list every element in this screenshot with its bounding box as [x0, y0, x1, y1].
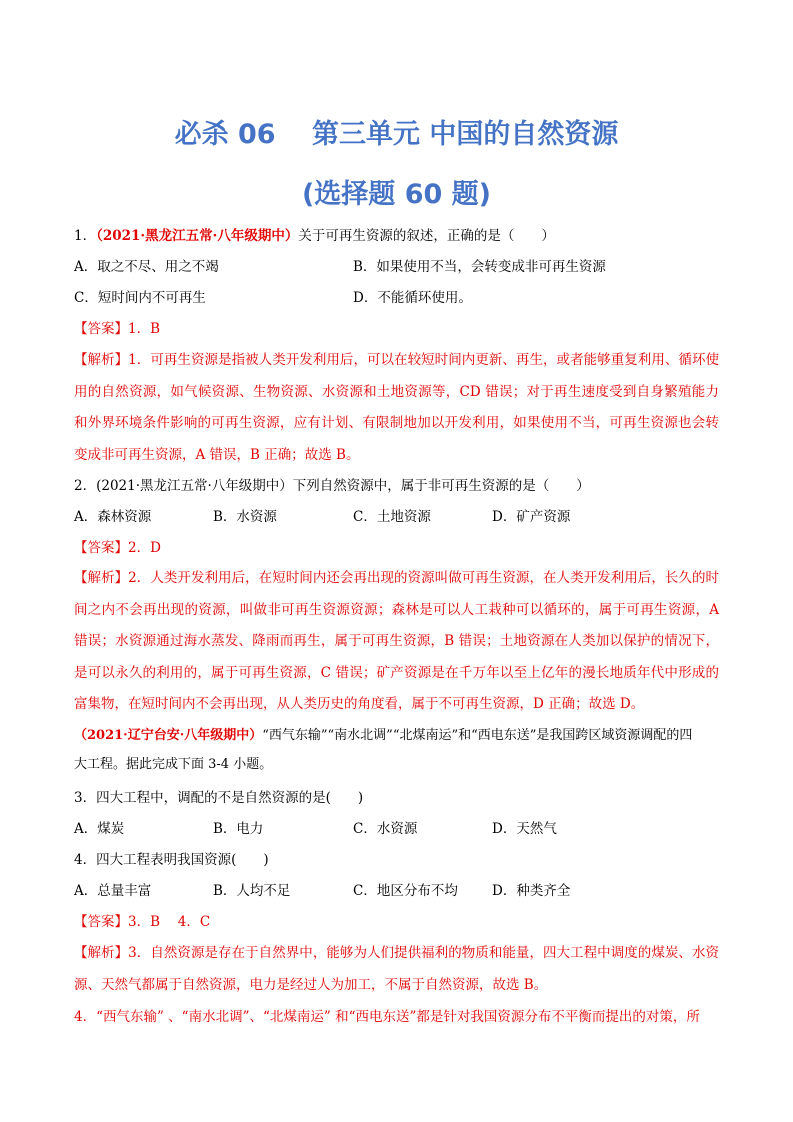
answer-3-4: 【答案】3．B 4．C	[74, 914, 211, 930]
analysis-3: 【解析】3．自然资源是存在于自然界中，能够为人们提供福利的物质和能量，四大工程中调度的煤炭、水资源、天然气都属于自然资源，电力是经过人为加工，不属于自然资源，故选 B。	[74, 945, 719, 993]
option-b: B．电力	[213, 821, 264, 837]
option-c: C．土地资源	[353, 509, 431, 525]
question-number: 1．	[74, 228, 97, 244]
group-intro-text: “西气东输”“南水北调”“北煤南运”和“西电东送”是我国跨区域资源调配的四	[262, 728, 693, 743]
option-c: C．地区分布不均	[353, 883, 458, 899]
question-4: 4．四大工程表明我国资源( )	[74, 852, 269, 868]
answer-1: 【答案】1．B	[74, 321, 161, 337]
document-title: 必杀 06 第三单元 中国的自然资源	[174, 119, 619, 150]
option-b: B．水资源	[213, 509, 277, 525]
group-intro-line2: 大工程。据此完成下面 3-4 小题。	[74, 757, 273, 772]
answer-2: 【答案】2．D	[74, 540, 161, 556]
option-b: B．如果使用不当，会转变成非可再生资源	[353, 259, 606, 275]
option-a: A．煤炭	[74, 821, 125, 837]
analysis-4: 4．“西气东输” 、“南水北调”、“北煤南运” 和“西电东送”都是针对我国资源分布不平衡而提出的对策，所	[74, 1009, 700, 1025]
option-c: C．短时间内不可再生	[74, 290, 206, 306]
question-1	[74, 226, 555, 246]
option-d: D．天然气	[492, 821, 557, 837]
option-b: B．人均不足	[213, 883, 291, 899]
question-source: （2021·黑龙江五常·八年级期中）	[96, 228, 299, 244]
option-d: D．不能循环使用。	[353, 290, 472, 306]
option-c: C．水资源	[353, 821, 418, 837]
option-d: D．种类齐全	[492, 883, 571, 899]
question-stem: 关于可再生资源的叙述，正确的是（ ）	[298, 228, 555, 244]
analysis-2: 【解析】2．人类开发利用后，在短时间内还会再出现的资源叫做可再生资源，在人类开发利用后，长久的时间之内不会再出现的资源，叫做非可再生资源资源；森林是可以人工栽种可以循环的，属于可再生资源，A 错误；水资源通过海水蒸发、降雨而再生，属于可再生资源，B 错误；土地资源在人类加以保护的情况下，是可以永久的利用的，属于可再生资源，C 错误；矿产资源是在千万年以至上亿年的漫长地质年代中形成的富集物，在短时间内不会再出现，从人类历史的角度看，属于不可再生资源，D 正确；故选 D。	[74, 570, 719, 712]
document-subtitle: (选择题 60 题)	[301, 179, 492, 210]
group-intro	[74, 726, 692, 746]
option-a: A．总量丰富	[74, 883, 152, 899]
question-2: 2．(2021·黑龙江五常·八年级期中）下列自然资源中，属于非可再生资源的是（ ）	[74, 478, 590, 494]
question-3: 3．四大工程中，调配的不是自然资源的是( )	[74, 790, 364, 806]
group-source: （2021·辽宁台安·八年级期中）	[74, 728, 263, 743]
option-a: A．取之不尽、用之不竭	[74, 259, 219, 275]
analysis-1: 【解析】1．可再生资源是指被人类开发利用后，可以在较短时间内更新、再生，或者能够重复利用、循环使用的自然资源，如气候资源、生物资源、水资源和土地资源等，CD 错误；对于再生速度受到自身繁殖能力和外界环境条件影响的可再生资源，应有计划、有限制地加以开发利用，如果使用不当，可再生资源也会转变成非可再生资源，A 错误，B 正确；故选 B。	[74, 352, 719, 463]
option-a: A．森林资源	[74, 509, 152, 525]
option-d: D．矿产资源	[492, 509, 571, 525]
